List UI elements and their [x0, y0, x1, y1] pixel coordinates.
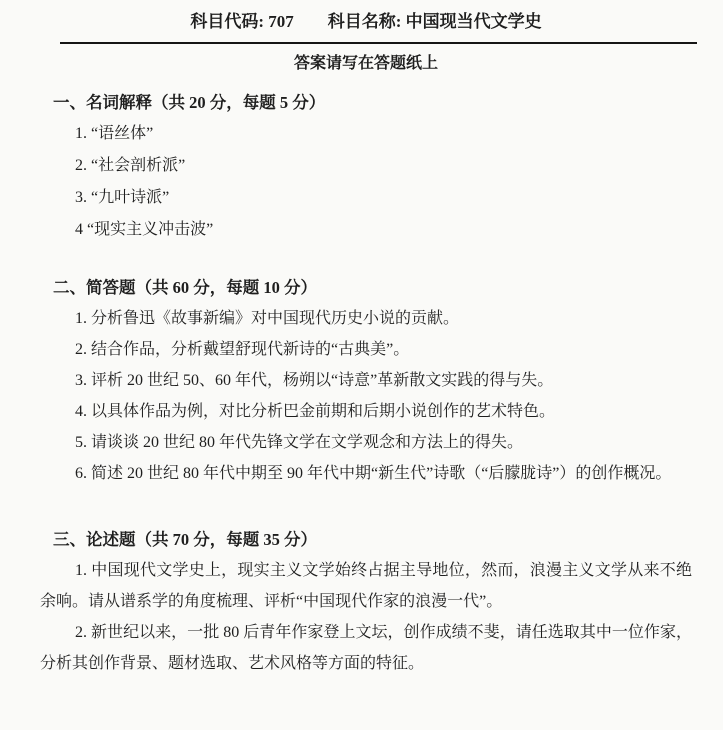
answer-notice: 答案请写在答题纸上 — [293, 55, 438, 72]
question-item: 2. 新世纪以来，一批 80 后青年作家登上文坛，创作成绩不斐，请任选取其中一位作家，分析其创作背景、题材选取、艺术风格等方面的特征。 — [40, 624, 692, 672]
section-heading: 二、简答题（共 60 分，每题 10 分） — [53, 278, 317, 297]
question-item: 3. “九叶诗派” — [75, 189, 170, 206]
question-item: 2. 结合作品，分析戴望舒现代新诗的“古典美”。 — [75, 341, 410, 358]
question-item: 5. 请谈谈 20 世纪 80 年代先锋文学在文学观念和方法上的得失。 — [75, 434, 524, 451]
question-item: 3. 评析 20 世纪 50、60 年代，杨朔以“诗意”革新散文实践的得与失。 — [75, 372, 554, 389]
question-item: 1. 中国现代文学史上，现实主义文学始终占据主导地位，然而，浪漫主义文学从来不绝余响。请从谱系学的角度梳理、评析“中国现代作家的浪漫一代”。 — [40, 562, 692, 610]
header-divider — [60, 42, 697, 44]
section-heading: 三、论述题（共 70 分，每题 35 分） — [53, 530, 317, 549]
question-item: 4 “现实主义冲击波” — [75, 221, 214, 238]
subject-code-label: 科目代码: 707 — [190, 12, 294, 31]
section-short-answer — [40, 272, 692, 489]
section-term-definitions — [40, 87, 692, 246]
section-essay — [40, 524, 692, 679]
question-item: 1. “语丝体” — [75, 125, 154, 142]
question-item: 4. 以具体作品为例，对比分析巴金前期和后期小说创作的艺术特色。 — [75, 403, 556, 420]
question-item: 2. “社会剖析派” — [75, 157, 186, 174]
subject-name-label: 科目名称: 中国现当代文学史 — [327, 12, 542, 31]
paper-header — [40, 0, 692, 32]
question-item: 6. 简述 20 世纪 80 年代中期至 90 年代中期“新生代”诗歌（“后朦胧诗”）的创作概况。 — [75, 465, 672, 482]
question-item: 1. 分析鲁迅《故事新编》对中国现代历史小说的贡献。 — [75, 310, 460, 327]
section-heading: 一、名词解释（共 20 分，每题 5 分） — [53, 93, 326, 112]
